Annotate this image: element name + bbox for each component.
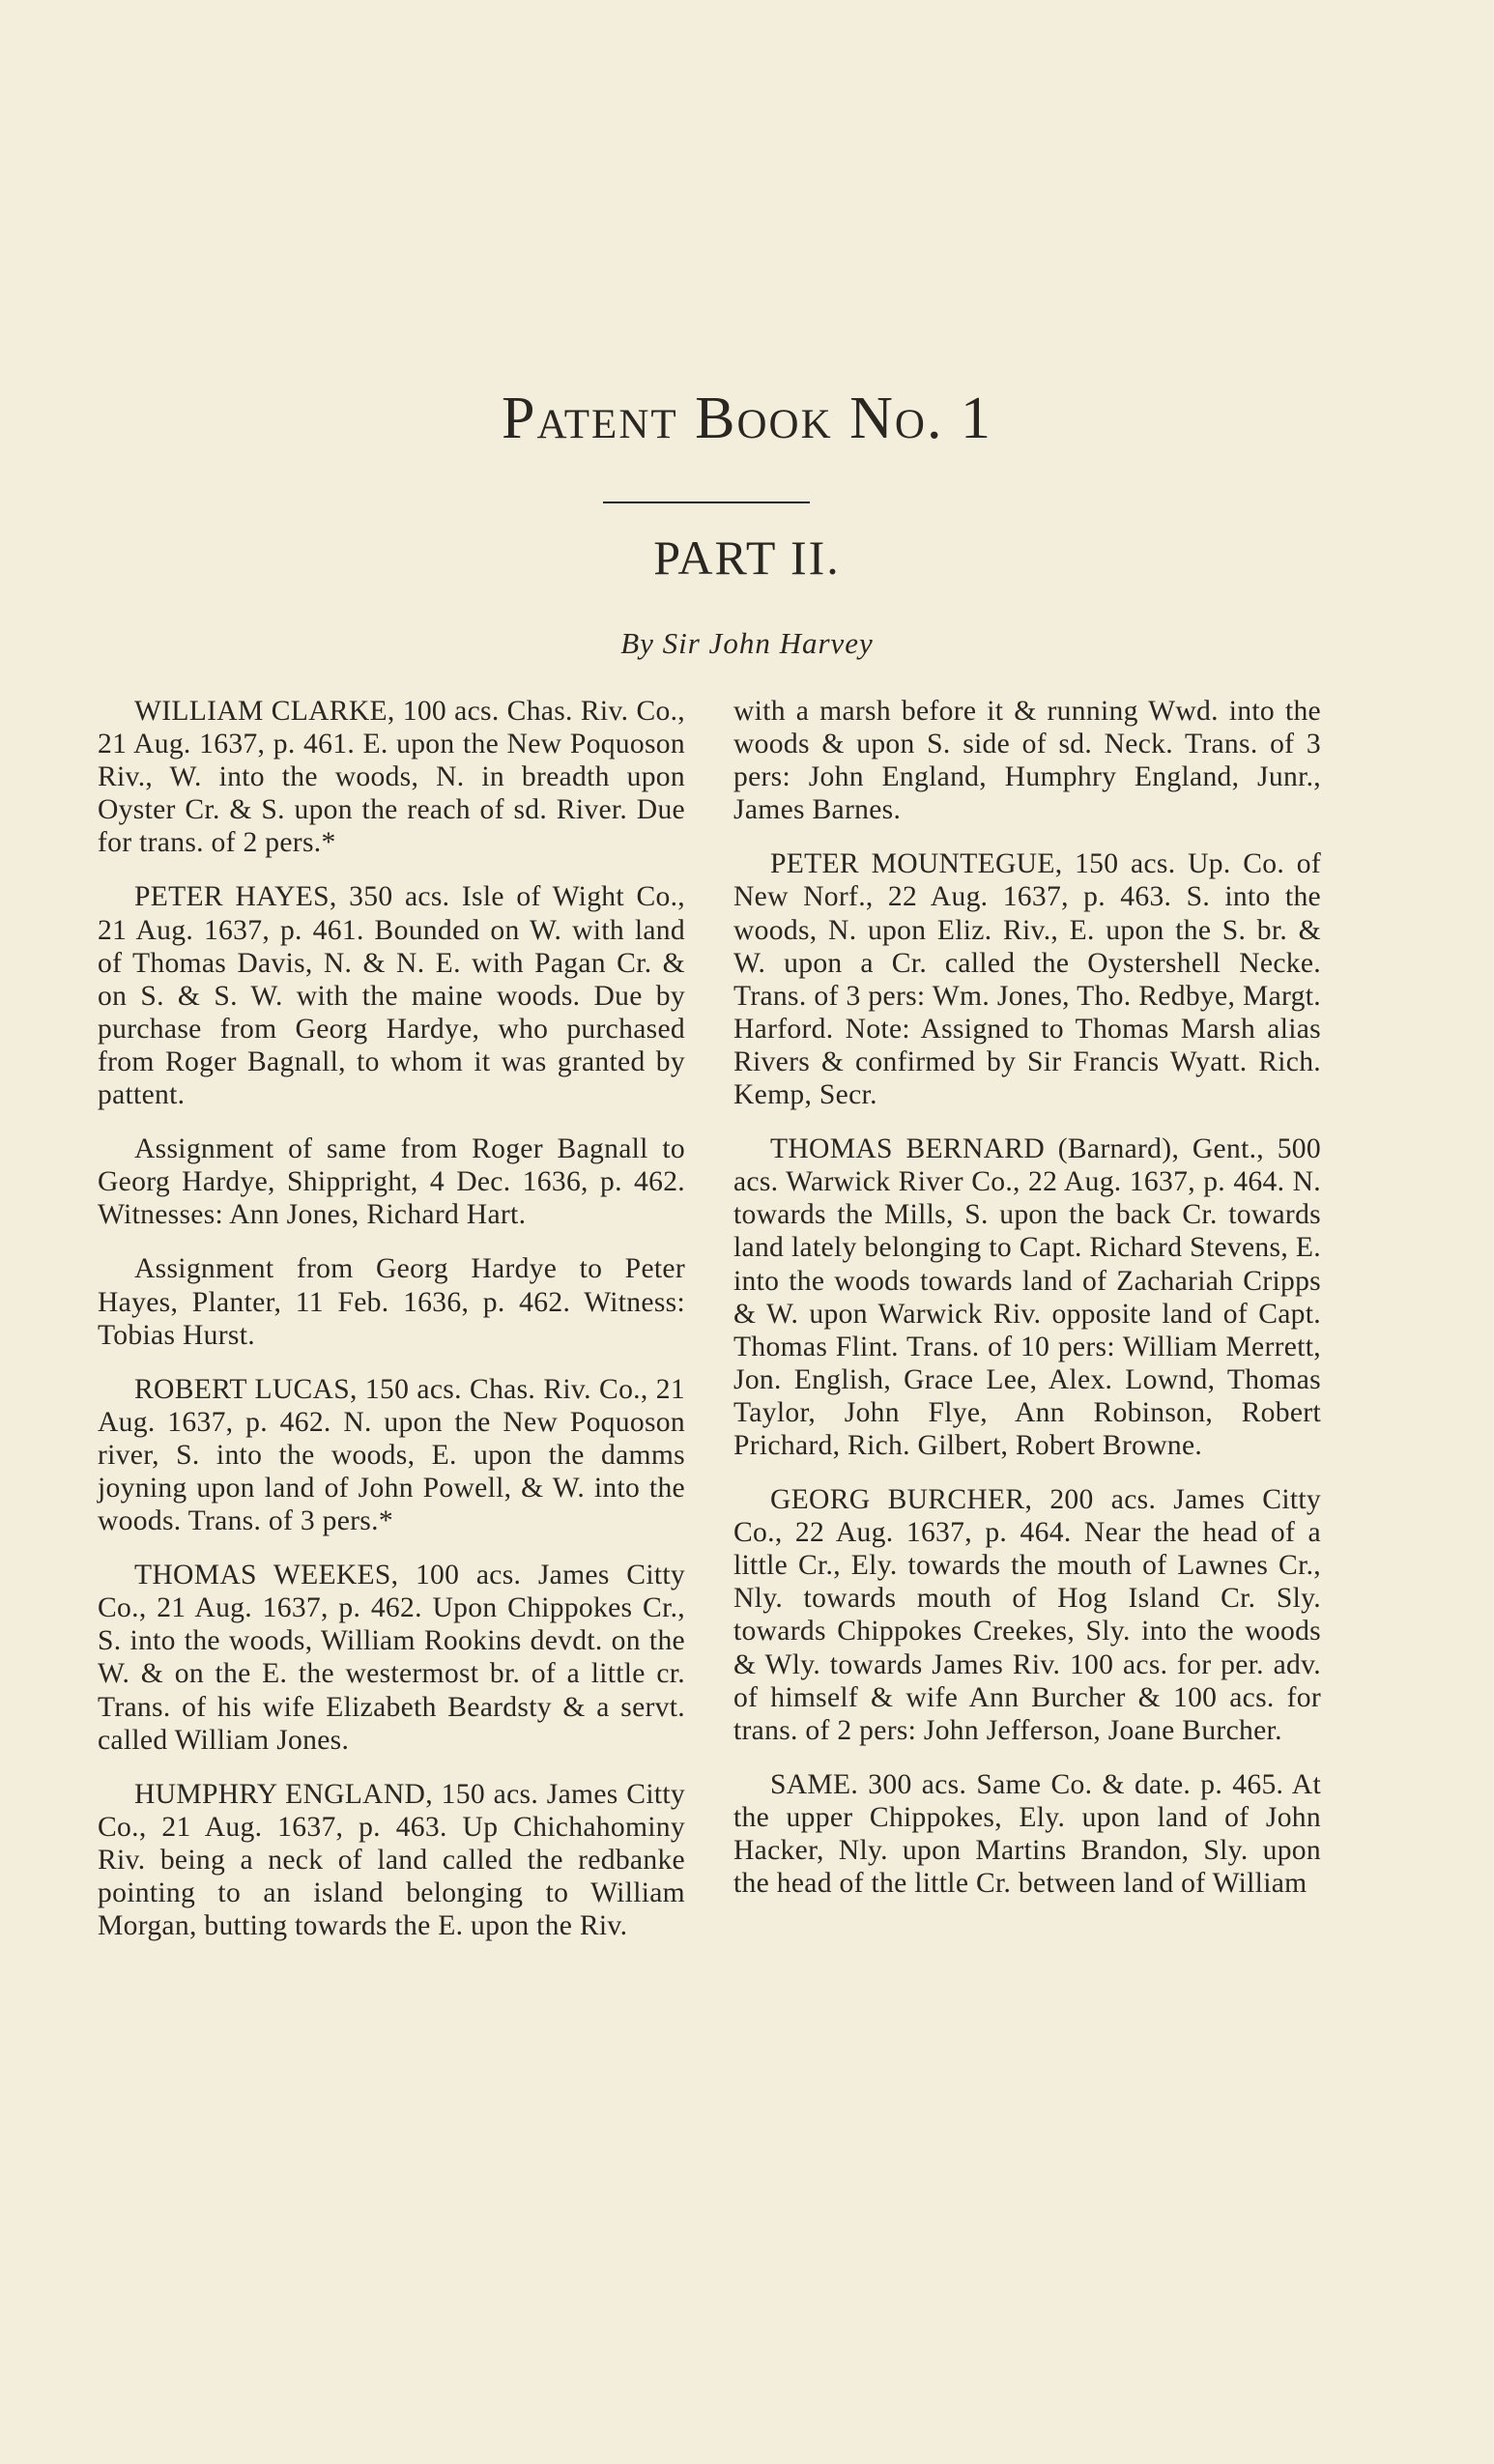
title-rule xyxy=(603,501,810,503)
patent-entry: WILLIAM CLARKE, 100 acs. Chas. Riv. Co., 21 Aug. 1637, p. 461. E. upon the New Poquoson Riv., W. into the woods, N. in breadth upon Oyster Cr. & S. upon the reach of sd. River. Due for trans. of 2 pers.* xyxy=(98,696,685,859)
patent-entry: Assignment from Georg Hardye to Peter Hayes, Planter, 11 Feb. 1636, p. 462. Witness: Tobias Hurst. xyxy=(98,1253,685,1351)
patent-entry: ROBERT LUCAS, 150 acs. Chas. Riv. Co., 21 Aug. 1637, p. 462. N. upon the New Poquoson river, S. into the woods, E. upon the damms joyning upon land of John Powell, & W. into the woods. Trans. of 3 pers.* xyxy=(98,1373,685,1537)
patent-entry: THOMAS BERNARD (Barnard), Gent., 500 acs. Warwick River Co., 22 Aug. 1637, p. 464. N. towards the Mills, S. upon the back Cr. towards land lately belonging to Capt. Richard Stevens, E. into the woods towards land of Zachariah Cripps & W. upon Warwick Riv. opposite land of Capt. Thomas Flint. Trans. of 10 pers: William Merrett, Jon. English, Grace Lee, Alex. Lownd, Thomas Taylor, John Flye, Ann Robinson, Robert Prichard, Rich. Gilbert, Robert Browne. xyxy=(733,1133,1321,1461)
book-title: Patent Book No. 1 xyxy=(502,386,992,451)
left-column xyxy=(98,695,685,1942)
patent-entry: PETER MOUNTEGUE, 150 acs. Up. Co. of New Norf., 22 Aug. 1637, p. 463. S. into the woods, N. upon Eliz. Riv., E. upon the S. br. & W. upon a Cr. called the Oystershell Necke. Trans. of 3 pers: Wm. Jones, Tho. Redbye, Margt. Harford. Note: Assigned to Thomas Marsh alias Rivers & confirmed by Sir Francis Wyatt. Rich. Kemp, Secr. xyxy=(733,848,1321,1111)
patent-entry-continuation: with a marsh before it & running Wwd. into the woods & upon S. side of sd. Neck. Trans. of 3 pers: John England, Humphry England, Junr., James Barnes. xyxy=(733,696,1321,826)
patent-entry: HUMPHRY ENGLAND, 150 acs. James Citty Co., 21 Aug. 1637, p. 463. Up Chichahominy Riv. being a neck of land called the redbanke pointing to an island belonging to William Morgan, butting towards the E. upon the Riv. xyxy=(98,1778,685,1942)
patent-entry: SAME. 300 acs. Same Co. & date. p. 465. At the upper Chippokes, Ely. upon land of John Hacker, Nly. upon Martins Brandon, Sly. upon the head of the little Cr. between land of William xyxy=(733,1768,1321,1900)
patent-entry: PETER HAYES, 350 acs. Isle of Wight Co., 21 Aug. 1637, p. 461. Bounded on W. with land of Thomas Davis, N. & N. E. with Pagan Cr. & on S. & S. W. with the maine woods. Due by purchase from Georg Hardye, who purchased from Roger Bagnall, to whom it was granted by pattent. xyxy=(98,881,685,1111)
patent-entry: GEORG BURCHER, 200 acs. James Citty Co., 22 Aug. 1637, p. 464. Near the head of a little Cr., Ely. towards the mouth of Lawnes Cr., Nly. towards mouth of Hog Island Cr. Sly. towards Chippokes Creekes, Sly. into the woods & Wly. towards James Riv. 100 acs. for per. adv. of himself & wife Ann Burcher & 100 acs. for trans. of 2 pers: John Jefferson, Joane Burcher. xyxy=(733,1484,1321,1746)
patent-entry: THOMAS WEEKES, 100 acs. James Citty Co., 21 Aug. 1637, p. 462. Upon Chippokes Cr., S. into the woods, William Rookins devdt. on the W. & on the E. the westermost br. of a little cr. Trans. of his wife Elizabeth Beardsty & a servt. called William Jones. xyxy=(98,1560,685,1756)
byline: By Sir John Harvey xyxy=(620,626,874,660)
right-column xyxy=(733,695,1321,1900)
patent-entry: Assignment of same from Roger Bagnall to Georg Hardye, Shippright, 4 Dec. 1636, p. 462. Witnesses: Ann Jones, Richard Hart. xyxy=(98,1133,685,1231)
part-title: PART II. xyxy=(653,530,841,585)
